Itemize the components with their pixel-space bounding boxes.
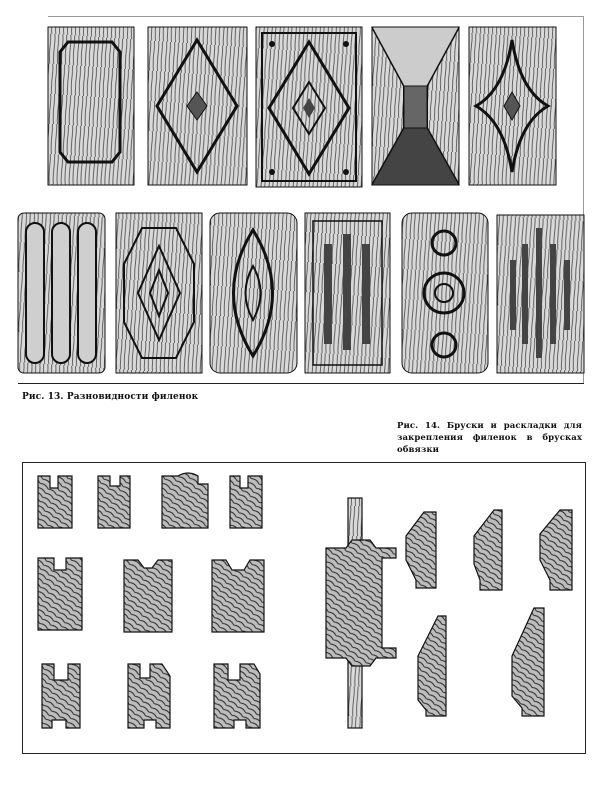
panel-lens: [210, 213, 297, 373]
panel-stepped-grooves: [497, 215, 584, 373]
panel-double-diamond: [256, 27, 362, 187]
panel-star: [469, 27, 556, 185]
panel-flutes: [18, 213, 105, 373]
panel-pyramid: [372, 27, 459, 185]
figure-14-frame: [22, 462, 586, 754]
panel-hexagon-diamond: [116, 213, 202, 373]
panel-diamond: [148, 27, 247, 185]
figure-14-caption: Рис. 14. Бруски и раскладки для закрепления филенок в брусках обвязки: [397, 421, 582, 455]
panel-rounded-rect: [48, 27, 134, 185]
figure-13-caption: Рис. 13. Разновидности филенок: [22, 392, 199, 402]
panel-circles: [402, 213, 488, 373]
panel-vertical-grooves: [305, 213, 390, 373]
